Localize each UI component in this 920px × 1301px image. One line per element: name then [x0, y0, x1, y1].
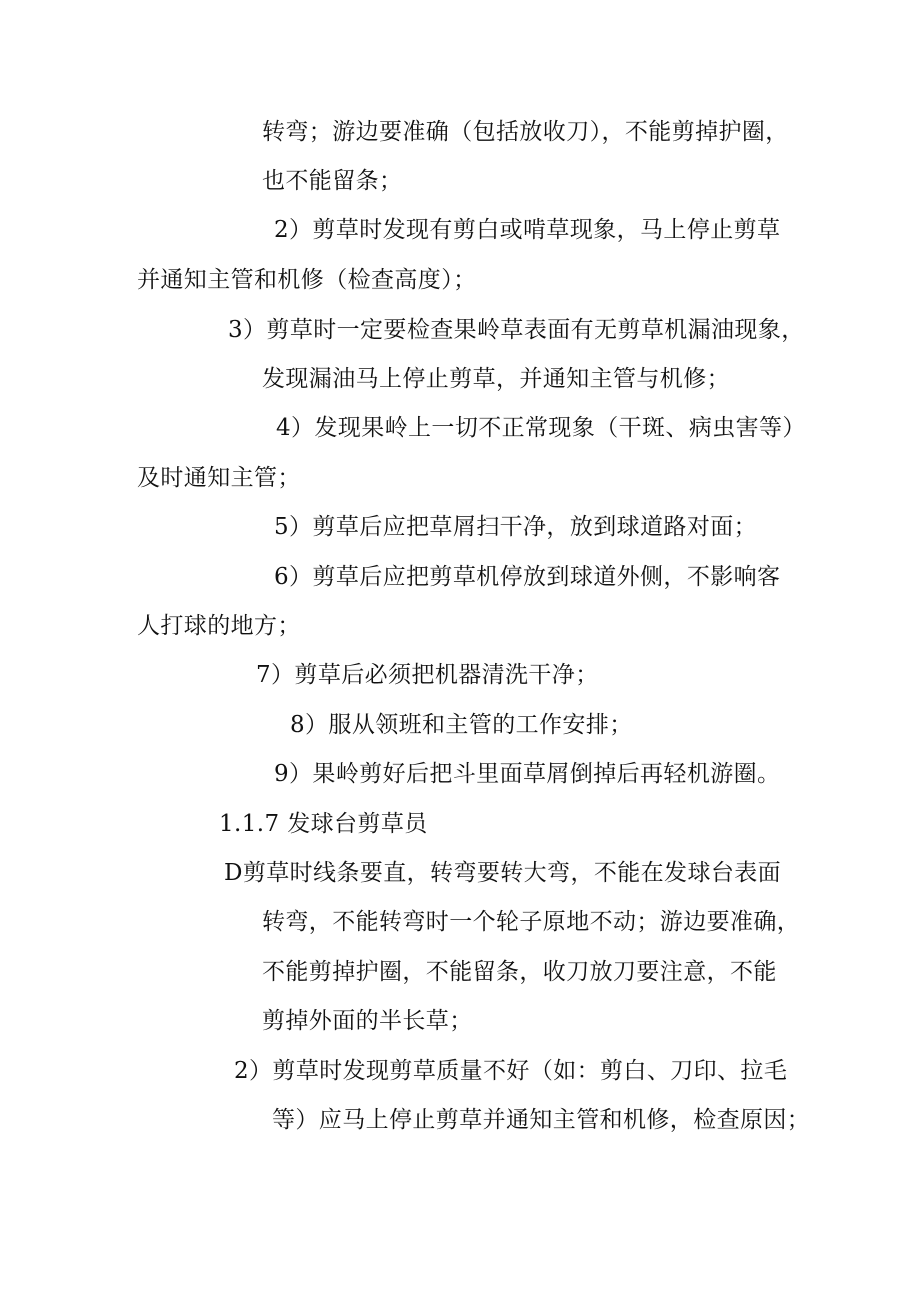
text-line: 2）剪草时发现剪草质量不好（如：剪白、刀印、拉毛: [234, 1058, 788, 1084]
text-line: 3）剪草时一定要检查果岭草表面有无剪草机漏油现象，: [228, 317, 805, 343]
text-line: 转弯；游边要准确（包括放收刀），不能剪掉护圈，: [262, 119, 789, 145]
text-line: 及时通知主管；: [137, 465, 301, 491]
text-line: 人打球的地方；: [137, 613, 301, 639]
text-line: 2）剪草时发现有剪白或啃草现象，马上停止剪草: [274, 217, 781, 243]
text-line: 并通知主管和机修（检查高度）；: [137, 267, 477, 293]
text-line: 转弯，不能转弯时一个轮子原地不动；游边要准确，: [262, 909, 801, 935]
section-heading: 1.1.7 发球台剪草员: [219, 811, 428, 837]
text-line: 发现漏油马上停止剪草，并通知主管与机修；: [262, 366, 730, 392]
text-line: 4）发现果岭上一切不正常现象（干斑、病虫害等）: [276, 415, 806, 441]
text-line: D剪草时线条要直，转弯要转大弯，不能在发球台表面: [224, 860, 782, 886]
text-line: 6）剪草后应把剪草机停放到球道外侧，不影响客: [274, 564, 781, 590]
text-line: 5）剪草后应把草屑扫干净，放到球道路对面；: [274, 514, 758, 540]
text-line: 等）应马上停止剪草并通知主管和机修，检查原因；: [272, 1107, 811, 1133]
text-line: 也不能留条；: [262, 168, 403, 194]
text-line: 8）服从领班和主管的工作安排；: [290, 712, 633, 738]
text-line: 9）果岭剪好后把斗里面草屑倒掉后再轻机游圈。: [274, 761, 781, 787]
text-line: 不能剪掉护圈，不能留条，收刀放刀要注意，不能: [262, 959, 777, 985]
text-line: 剪掉外面的半长草；: [262, 1008, 473, 1034]
text-line: 7）剪草后必须把机器清洗干净；: [256, 662, 599, 688]
